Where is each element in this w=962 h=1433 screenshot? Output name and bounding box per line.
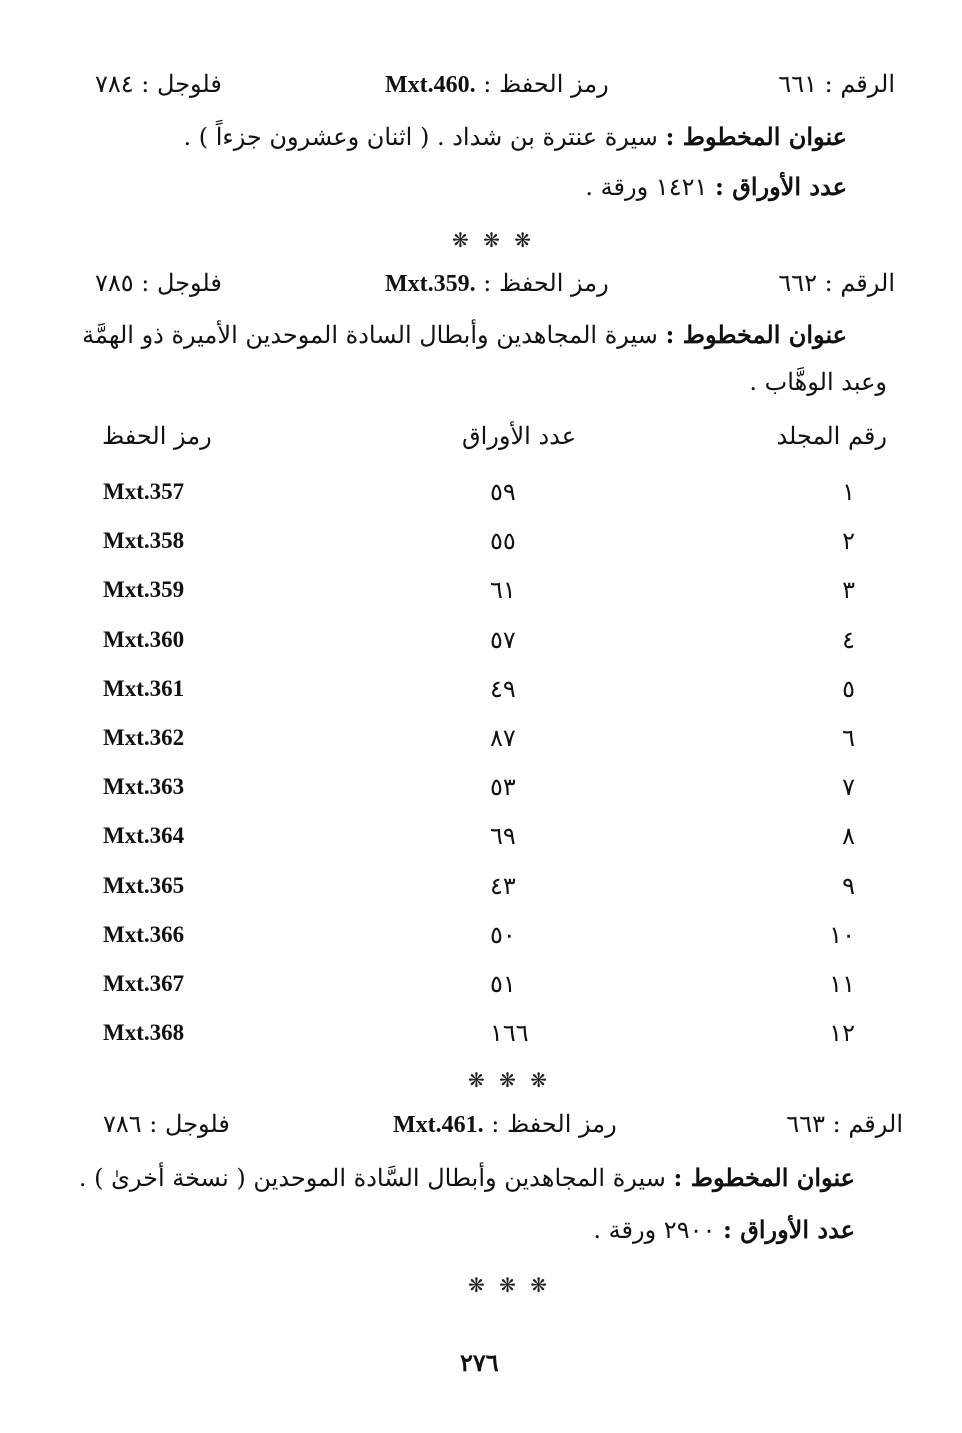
column-header-pages: عدد الأوراق <box>462 422 577 450</box>
row-volume-number: ٦ <box>842 724 855 752</box>
table-row <box>95 570 895 610</box>
row-storage-code: Mxt.367 <box>103 971 185 996</box>
row-page-count: ٥٧ <box>490 625 516 654</box>
row-page-count: ٦٩ <box>490 822 516 851</box>
row-storage-code: Mxt.358 <box>103 528 185 554</box>
row-page-count: ٥٥ <box>490 527 516 556</box>
row-storage-code: Mxt.365 <box>103 872 185 898</box>
row-storage-code: Mxt.364 <box>103 823 185 849</box>
row-volume-number: ٣ <box>842 576 855 605</box>
entry-662-title <box>82 320 847 350</box>
row-storage-code: Mxt.361 <box>103 675 185 701</box>
title-label: عنوان المخطوط : <box>665 122 847 151</box>
row-storage-code: Mxt.359 <box>103 577 185 603</box>
storage-code-label: رمز الحفظ : <box>483 70 609 98</box>
table-row <box>95 767 895 807</box>
pages-label: عدد الأوراق : <box>723 1215 855 1244</box>
storage-code-label: رمز الحفظ : <box>483 269 609 297</box>
storage-code <box>393 1106 617 1143</box>
row-volume-number: ٥ <box>842 674 855 703</box>
row-volume-number: ١ <box>842 478 855 506</box>
row-page-count: ٥٩ <box>490 478 516 506</box>
title-text-line2: وعبد الوهَّاب . <box>749 368 887 396</box>
row-volume-number: ٤ <box>842 625 855 654</box>
table-row <box>95 669 895 709</box>
row-page-count: ١٦٦ <box>490 1019 529 1048</box>
entry-661-title <box>183 122 847 152</box>
row-page-count: ٥٠ <box>490 920 516 949</box>
entry-662-header <box>95 265 895 301</box>
storage-code-value: Mxt.460. <box>385 72 476 98</box>
separator-1: ❋ ❋ ❋ <box>452 228 535 252</box>
separator-2: ❋ ❋ ❋ <box>468 1068 551 1092</box>
entry-number: الرقم : ٦٦١ <box>778 70 895 98</box>
separator-3: ❋ ❋ ❋ <box>468 1273 551 1297</box>
flugel-number: فلوجل : ٧٨٦ <box>103 1110 230 1138</box>
entry-663-header <box>103 1106 903 1142</box>
row-storage-code: Mxt.368 <box>103 1020 185 1046</box>
row-volume-number: ٨ <box>842 822 855 851</box>
row-page-count: ٦١ <box>490 576 516 605</box>
page-number: ٢٧٦ <box>460 1348 499 1377</box>
row-page-count: ٤٩ <box>490 674 516 703</box>
pages-text: ١٤٢١ ورقة . <box>585 173 708 201</box>
table-row <box>95 816 895 856</box>
flugel-number: فلوجل : ٧٨٥ <box>95 269 222 297</box>
row-storage-code: Mxt.363 <box>103 774 185 800</box>
table-row <box>95 521 895 561</box>
row-volume-number: ٩ <box>842 871 855 900</box>
row-storage-code: Mxt.360 <box>103 626 185 652</box>
entry-663-title <box>79 1163 855 1193</box>
row-page-count: ٤٣ <box>490 871 516 900</box>
column-header-code: رمز الحفظ <box>102 422 212 450</box>
entry-number: الرقم : ٦٦٢ <box>778 269 895 297</box>
column-header-volume: رقم المجلد <box>776 422 887 450</box>
row-page-count: ٨٧ <box>490 724 516 752</box>
table-row <box>95 915 895 955</box>
storage-code-value: Mxt.359. <box>385 271 476 297</box>
row-storage-code: Mxt.366 <box>103 921 185 947</box>
table-row <box>95 866 895 906</box>
title-text: سيرة المجاهدين وأبطال السَّادة الموحدين ( نسخة أخرىٰ ) . <box>78 1164 666 1192</box>
table-row <box>95 620 895 660</box>
entry-662-title-cont <box>749 367 887 397</box>
table-row <box>95 964 895 1004</box>
storage-code-value: Mxt.461. <box>393 1112 484 1138</box>
pages-label: عدد الأوراق : <box>715 172 847 201</box>
entry-number: الرقم : ٦٦٣ <box>786 1110 903 1138</box>
row-volume-number: ٧ <box>842 773 855 802</box>
title-text-line1: سيرة المجاهدين وأبطال السادة الموحدين الأميرة ذو الهمَّة <box>82 321 658 349</box>
table-row <box>95 718 895 758</box>
row-storage-code: Mxt.357 <box>103 479 185 504</box>
row-volume-number: ٢ <box>842 527 855 556</box>
storage-code-label: رمز الحفظ : <box>491 1110 617 1138</box>
entry-663-pages <box>593 1215 855 1245</box>
pages-text: ٢٩٠٠ ورقة . <box>593 1216 716 1244</box>
row-page-count: ٥٣ <box>490 773 516 802</box>
flugel-number: فلوجل : ٧٨٤ <box>95 70 222 98</box>
row-volume-number: ١٢ <box>829 1019 855 1048</box>
row-volume-number: ١٠ <box>829 920 855 949</box>
row-volume-number: ١١ <box>829 970 855 998</box>
row-storage-code: Mxt.362 <box>103 725 185 750</box>
table-row <box>95 472 895 512</box>
entry-661-header <box>95 66 895 102</box>
storage-code <box>385 265 609 302</box>
row-page-count: ٥١ <box>490 970 516 998</box>
title-label: عنوان المخطوط : <box>673 1163 855 1192</box>
storage-code <box>385 66 609 103</box>
table-row <box>95 1013 895 1053</box>
title-label: عنوان المخطوط : <box>665 320 847 349</box>
title-text: سيرة عنترة بن شداد . ( اثنان وعشرون جزءاً ) . <box>183 123 658 151</box>
entry-661-pages <box>585 172 847 202</box>
